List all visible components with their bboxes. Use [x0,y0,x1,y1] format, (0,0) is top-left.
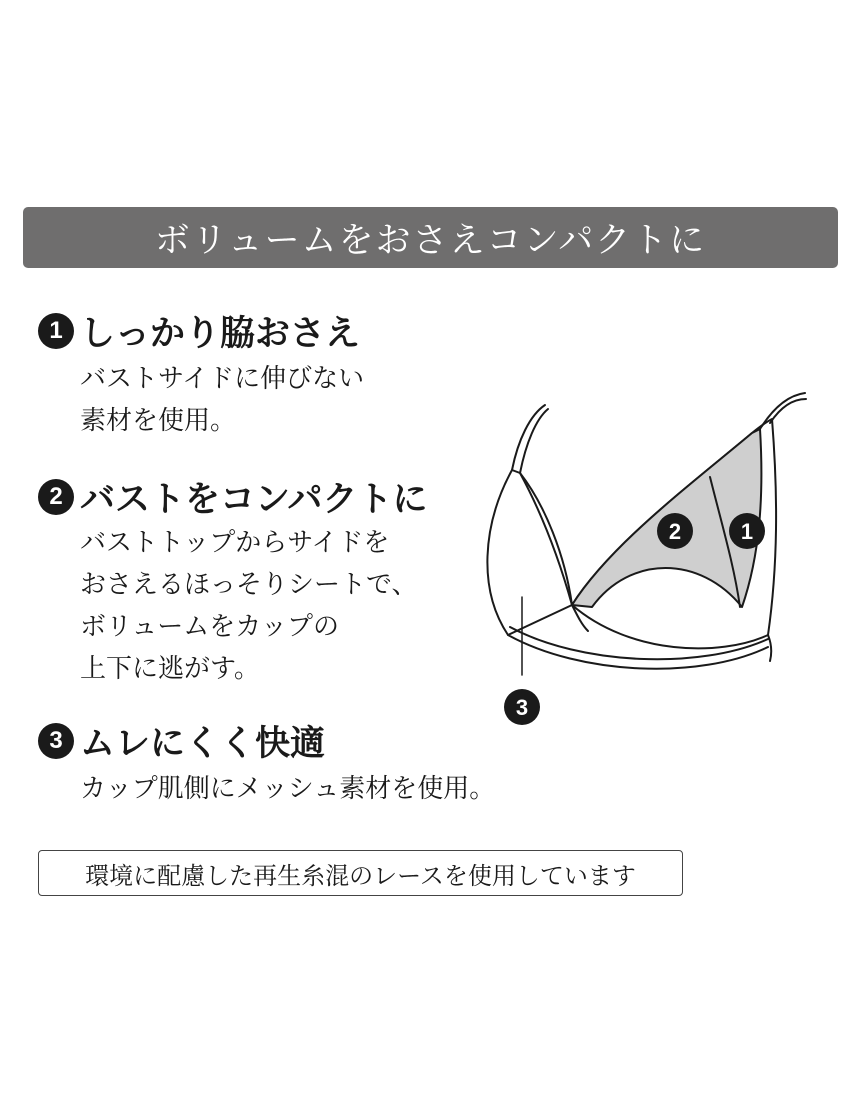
feature-1-heading [38,306,360,356]
feature-1-title: しっかり脇おさえ [80,314,361,354]
callout-2-icon [657,513,693,549]
feature-2-line: ボリュームをカップの [80,612,339,642]
bra-illustration [460,385,830,735]
feature-3-title: ムレにくく快適 [80,724,326,764]
feature-2-line: 上下に逃がす。 [80,654,260,684]
feature-3-description [80,768,495,810]
callout-3-label: 3 [515,695,529,720]
callout-1-label: 1 [740,519,754,544]
feature-2-title: バストをコンパクトに [80,480,428,520]
feature-3-heading [38,716,325,766]
headline-text: ボリュームをおさえコンパクトに [154,220,707,261]
feature-2-heading [38,472,428,522]
feature-1-number-badge: 1 [38,313,74,349]
callout-3-icon [504,689,540,725]
feature-2-description [80,522,417,690]
feature-1-line: バストサイドに伸びない [80,364,365,394]
feature-2-line: おさえるほっそりシートで、 [80,570,418,600]
feature-1-description [80,358,364,442]
feature-2-line: バストトップからサイドを [80,528,390,558]
eco-material-note-text: 環境に配慮した再生糸混のレースを使用しています [85,861,636,890]
headline-banner [23,207,838,268]
callout-2-label: 2 [668,519,682,544]
callout-1-icon [729,513,765,549]
feature-3-number-badge: 3 [38,723,74,759]
eco-material-note [38,850,683,896]
feature-3-line: カップ肌側にメッシュ素材を使用。 [80,774,496,804]
feature-2-number-badge: 2 [38,479,74,515]
feature-1-line: 素材を使用。 [80,406,237,436]
